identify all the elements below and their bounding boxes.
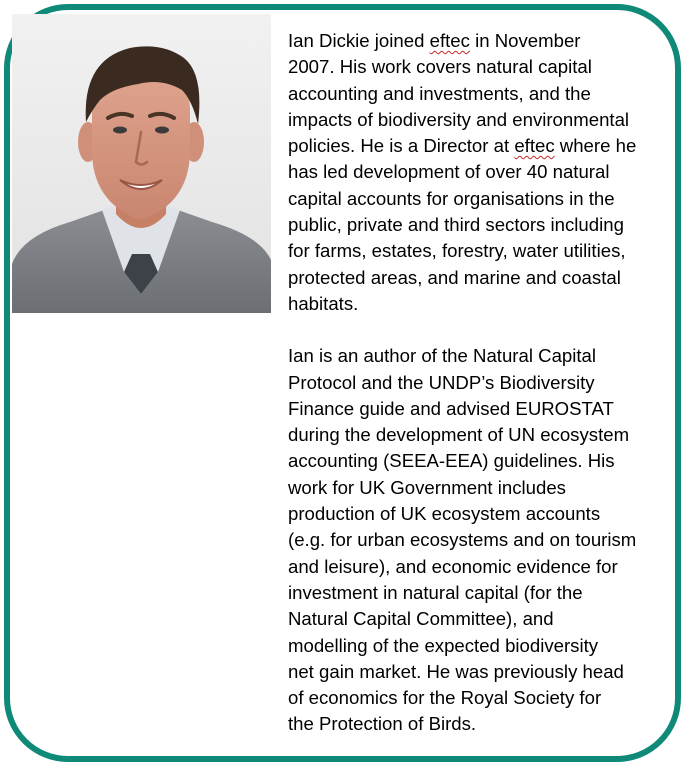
- text-segment: has led development of over 40 natural: [288, 161, 610, 183]
- text-segment: net gain market. He was previously head: [288, 660, 624, 682]
- text-segment: Ian is an author of the Natural Capital: [288, 345, 597, 367]
- text-segment: of economics for the Royal Society for: [288, 687, 602, 709]
- text-line: [288, 475, 672, 501]
- text-line: [288, 422, 672, 448]
- bio-paragraph-1: [288, 28, 672, 317]
- text-segment: production of UK ecosystem accounts: [288, 503, 601, 525]
- text-line: [288, 81, 672, 107]
- text-line: [288, 28, 672, 54]
- text-segment: Protocol and the UNDP’s Biodiversity: [288, 371, 595, 393]
- text-segment: public, private and third sectors including: [288, 214, 624, 236]
- text-line: [288, 212, 672, 238]
- text-segment: accounting (SEEA-EEA) guidelines. His: [288, 450, 615, 472]
- text-segment: protected areas, and marine and coastal: [288, 266, 621, 288]
- text-line: [288, 396, 672, 422]
- text-segment: policies. He is a Director at: [288, 135, 515, 157]
- bio-paragraph-2: [288, 343, 672, 737]
- text-segment: Natural Capital Committee), and: [288, 608, 554, 630]
- text-line: [288, 606, 672, 632]
- text-segment: Ian Dickie joined: [288, 30, 430, 51]
- text-segment: capital accounts for organisations in the: [288, 187, 615, 209]
- text-segment: habitats.: [288, 292, 359, 314]
- text-segment: where he: [554, 135, 637, 157]
- text-line: [288, 711, 672, 737]
- text-segment: 2007. His work covers natural capital: [288, 56, 592, 78]
- text-line: [288, 554, 672, 580]
- text-segment: and leisure), and economic evidence for: [288, 555, 618, 577]
- text-line: [288, 186, 672, 212]
- text-line: [288, 580, 672, 606]
- text-segment: Finance guide and advised EUROSTAT: [288, 397, 614, 419]
- text-line: [288, 107, 672, 133]
- text-line: [288, 265, 672, 291]
- text-line: [288, 501, 672, 527]
- text-line: [288, 54, 672, 80]
- text-segment: impacts of biodiversity and environmental: [288, 108, 630, 130]
- text-segment: accounting and investments, and the: [288, 82, 591, 104]
- text-segment: (e.g. for urban ecosystems and on tourism: [288, 529, 637, 551]
- spellcheck-flagged-word: eftec: [429, 30, 470, 51]
- text-segment: the Protection of Birds.: [288, 713, 477, 735]
- text-line: [288, 291, 672, 317]
- text-segment: modelling of the expected biodiversity: [288, 634, 599, 656]
- text-line: [288, 685, 672, 711]
- text-segment: in November: [469, 30, 581, 51]
- text-line: [288, 159, 672, 185]
- portrait-photo: [12, 14, 271, 313]
- text-line: [288, 448, 672, 474]
- text-segment: during the development of UN ecosystem: [288, 424, 630, 446]
- text-segment: work for UK Government includes: [288, 476, 566, 498]
- text-line: [288, 238, 672, 264]
- text-segment: for farms, estates, forestry, water utilities,: [288, 240, 626, 262]
- text-segment: investment in natural capital (for the: [288, 581, 583, 603]
- text-line: [288, 633, 672, 659]
- bio-text: [288, 28, 672, 738]
- text-line: [288, 370, 672, 396]
- text-line: [288, 527, 672, 553]
- spellcheck-flagged-word: eftec: [514, 135, 555, 157]
- text-line: [288, 133, 672, 159]
- text-line: [288, 343, 672, 369]
- text-line: [288, 659, 672, 685]
